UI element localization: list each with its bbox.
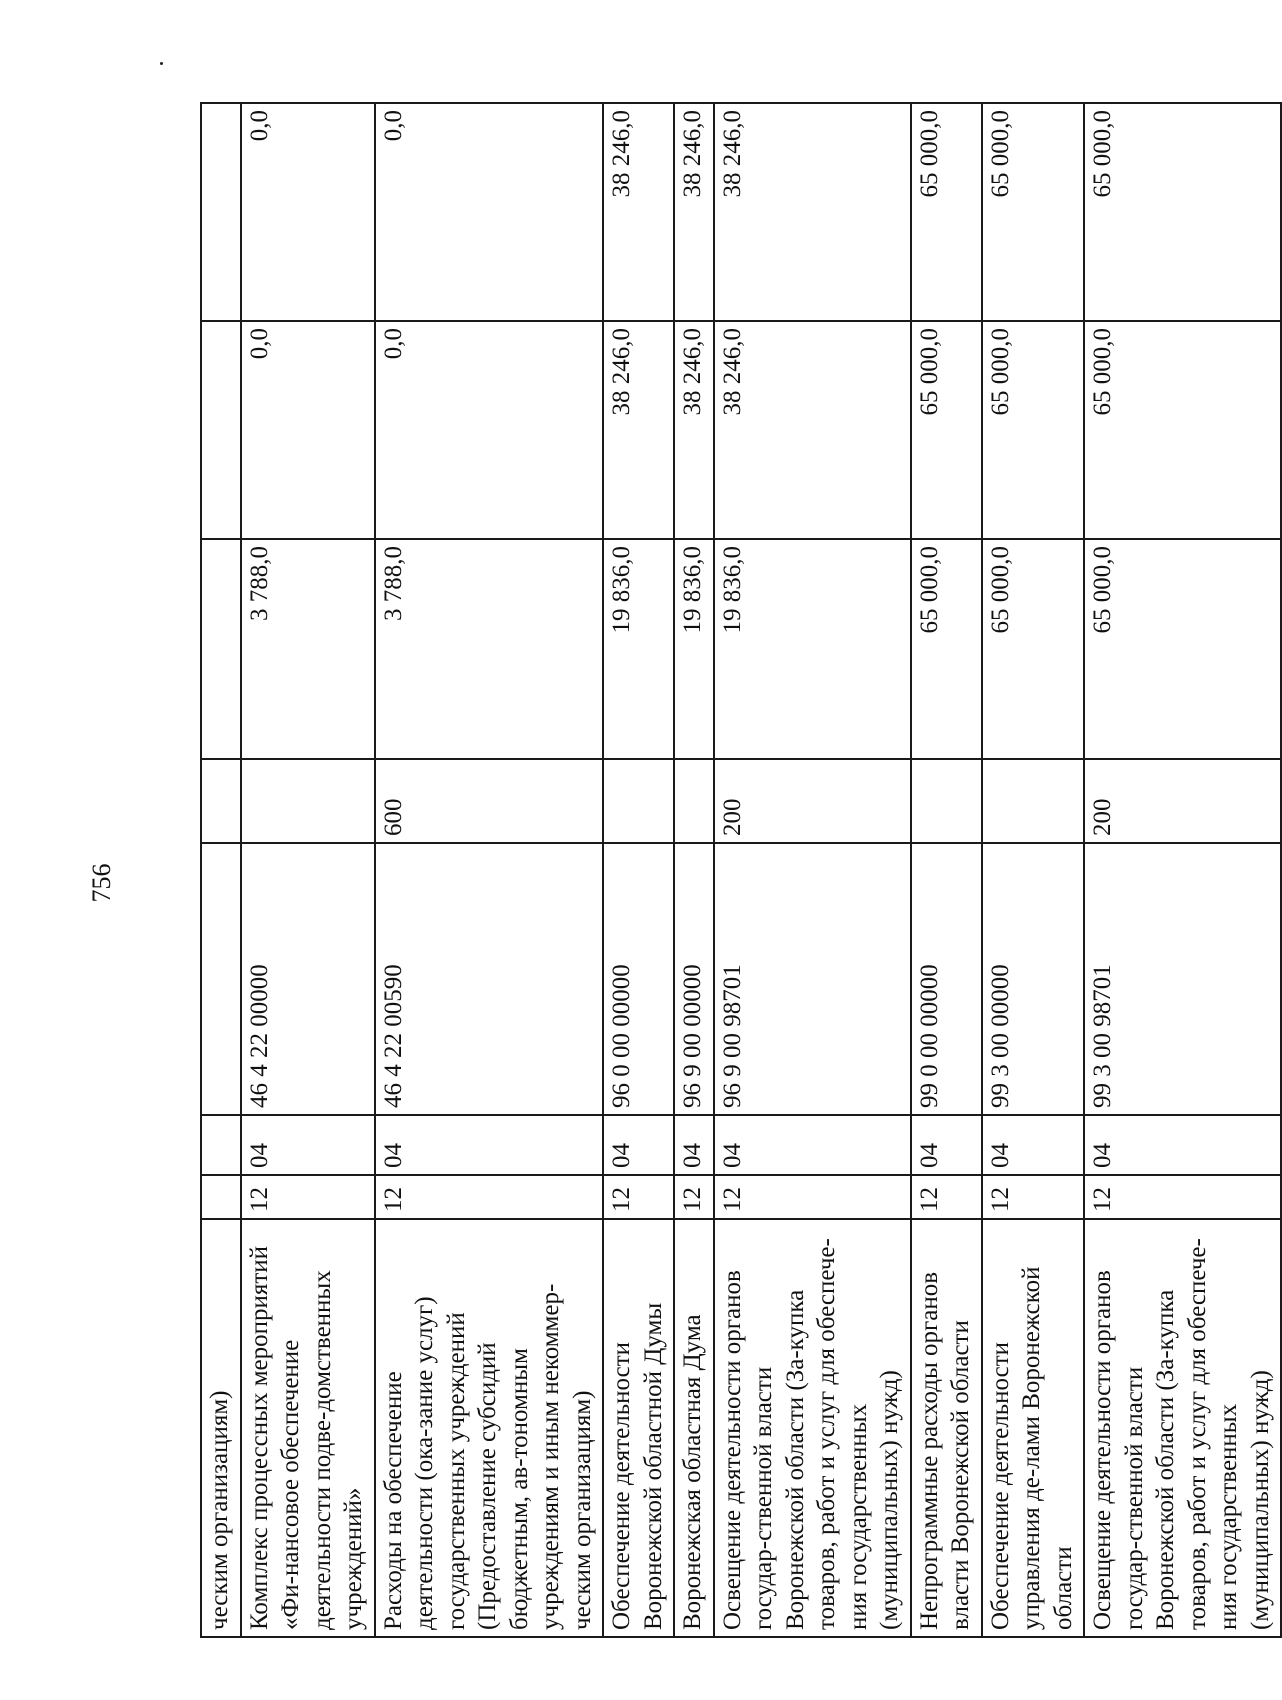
amount-cell-2: 65 000,0 — [911, 321, 982, 539]
csr-cell: 96 9 00 98701 — [714, 843, 911, 1115]
amount-cell-2 — [201, 321, 241, 539]
vr-cell: 200 — [714, 759, 911, 843]
csr-cell: 96 9 00 00000 — [674, 843, 714, 1115]
table-row — [911, 103, 982, 1637]
rz-cell: 12 — [982, 1175, 1085, 1219]
amount-cell-3: 65 000,0 — [1084, 103, 1281, 321]
row-name-cell: Обеспечение деятельности Воронежской областной Думы — [603, 1219, 674, 1637]
table-row — [1084, 103, 1281, 1637]
table-row — [241, 103, 375, 1637]
pr-cell: 04 — [911, 1115, 982, 1175]
csr-cell: 96 0 00 00000 — [603, 843, 674, 1115]
pr-cell: 04 — [241, 1115, 375, 1175]
rz-cell: 12 — [375, 1175, 604, 1219]
table-row — [674, 103, 714, 1637]
row-name-cell: Комплекс процессных мероприятий «Фи-нансовое обеспечение деятельности подве-домственных учреждений» — [241, 1219, 375, 1637]
vr-cell — [982, 759, 1085, 843]
rotated-table-region — [200, 104, 1274, 1638]
vr-cell — [201, 759, 241, 843]
row-name-cell: ческим организациям) — [201, 1219, 241, 1637]
table-row — [603, 103, 674, 1637]
table-row — [982, 103, 1085, 1637]
amount-cell-1: 3 788,0 — [375, 539, 604, 759]
pr-cell: 04 — [375, 1115, 604, 1175]
amount-cell-3: 0,0 — [241, 103, 375, 321]
vr-cell — [674, 759, 714, 843]
vr-cell — [603, 759, 674, 843]
amount-cell-1: 65 000,0 — [982, 539, 1085, 759]
row-name-cell: Обеспечение деятельности управления де-лами Воронежской области — [982, 1219, 1085, 1637]
row-name-cell: Освещение деятельности органов государ-ственной власти Воронежской области (За-купка товаров, работ и услуг для обеспече-ния государственных (муниципальных) нужд) — [1084, 1219, 1281, 1637]
page-number: 756 — [87, 863, 116, 903]
pr-cell: 04 — [674, 1115, 714, 1175]
table-row — [201, 103, 241, 1637]
budget-table — [200, 102, 1282, 1638]
rz-cell: 12 — [714, 1175, 911, 1219]
amount-cell-1: 19 836,0 — [603, 539, 674, 759]
amount-cell-3: 65 000,0 — [982, 103, 1085, 321]
amount-cell-2: 65 000,0 — [1084, 321, 1281, 539]
rz-cell: 12 — [674, 1175, 714, 1219]
amount-cell-2: 38 246,0 — [674, 321, 714, 539]
amount-cell-2: 38 246,0 — [714, 321, 911, 539]
amount-cell-1: 3 788,0 — [241, 539, 375, 759]
amount-cell-1: 19 836,0 — [714, 539, 911, 759]
pr-cell: 04 — [714, 1115, 911, 1175]
row-name-cell: Непрограммные расходы органов власти Воронежской области — [911, 1219, 982, 1637]
pr-cell — [201, 1115, 241, 1175]
vr-cell — [241, 759, 375, 843]
vr-cell: 600 — [375, 759, 604, 843]
rz-cell — [201, 1175, 241, 1219]
pr-cell: 04 — [603, 1115, 674, 1175]
amount-cell-3: 0,0 — [375, 103, 604, 321]
amount-cell-2: 0,0 — [241, 321, 375, 539]
amount-cell-2: 0,0 — [375, 321, 604, 539]
rz-cell: 12 — [911, 1175, 982, 1219]
row-name-cell: Расходы на обеспечение деятельности (ока-зание услуг) государственных учреждений (Предоставление субсидий бюджетным, ав-тономным учреждениям и иным некоммер-ческим организациям) — [375, 1219, 604, 1637]
amount-cell-3: 38 246,0 — [603, 103, 674, 321]
amount-cell-2: 65 000,0 — [982, 321, 1085, 539]
csr-cell: 99 3 00 00000 — [982, 843, 1085, 1115]
table-row — [714, 103, 911, 1637]
rz-cell: 12 — [1084, 1175, 1281, 1219]
amount-cell-1: 19 836,0 — [674, 539, 714, 759]
amount-cell-3: 65 000,0 — [911, 103, 982, 321]
vr-cell — [911, 759, 982, 843]
amount-cell-2: 38 246,0 — [603, 321, 674, 539]
row-name-cell: Освещение деятельности органов государ-ственной власти Воронежской области (За-купка товаров, работ и услуг для обеспече-ния государственных (муниципальных) нужд) — [714, 1219, 911, 1637]
csr-cell: 99 3 00 98701 — [1084, 843, 1281, 1115]
rz-cell: 12 — [603, 1175, 674, 1219]
amount-cell-3: 38 246,0 — [674, 103, 714, 321]
table-row — [375, 103, 604, 1637]
amount-cell-1: 65 000,0 — [1084, 539, 1281, 759]
scan-speck — [160, 62, 163, 65]
amount-cell-1: 65 000,0 — [911, 539, 982, 759]
csr-cell: 46 4 22 00000 — [241, 843, 375, 1115]
csr-cell: 46 4 22 00590 — [375, 843, 604, 1115]
amount-cell-3 — [201, 103, 241, 321]
row-name-cell: Воронежская областная Дума — [674, 1219, 714, 1637]
pr-cell: 04 — [1084, 1115, 1281, 1175]
pr-cell: 04 — [982, 1115, 1085, 1175]
vr-cell: 200 — [1084, 759, 1281, 843]
rz-cell: 12 — [241, 1175, 375, 1219]
csr-cell: 99 0 00 00000 — [911, 843, 982, 1115]
csr-cell — [201, 843, 241, 1115]
amount-cell-3: 38 246,0 — [714, 103, 911, 321]
amount-cell-1 — [201, 539, 241, 759]
